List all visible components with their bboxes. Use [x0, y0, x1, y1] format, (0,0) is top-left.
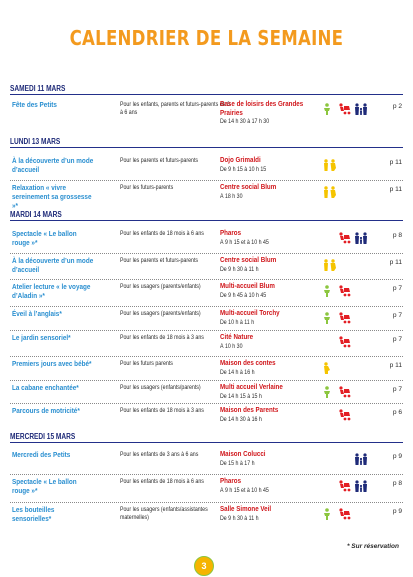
stroller-icon — [338, 408, 352, 426]
family-icon — [354, 231, 368, 249]
event-page-ref: p 7 — [392, 312, 402, 319]
event-time: De 14 h à 16 h — [220, 368, 255, 376]
event-page-ref: p 8 — [392, 232, 402, 239]
event-separator — [10, 253, 403, 254]
event-title: Fête des Petits — [12, 100, 57, 109]
event-audience: Pour les enfants, parents et futurs-parents de 0 à 6 ans — [120, 101, 230, 116]
child-icon — [322, 311, 332, 329]
event-time: De 9 h 45 à 10 h 45 — [220, 291, 267, 299]
event-separator — [10, 403, 403, 404]
child-icon — [322, 102, 332, 120]
stroller-icon — [338, 231, 352, 249]
event-audience: Pour les usagers (parents/enfants) — [120, 310, 201, 317]
event-audience: Pour les enfants de 18 mois à 6 ans — [120, 478, 204, 485]
event-venue: Centre social Blum — [220, 255, 277, 264]
day-divider — [10, 220, 403, 221]
event-venue: Multi-accueil Torchy — [220, 308, 280, 317]
audience-icons — [322, 479, 382, 493]
stroller-icon — [338, 479, 352, 497]
event-venue: Cité Nature — [220, 332, 254, 341]
event-title: Éveil à l’anglais* — [12, 309, 62, 318]
event-separator — [10, 502, 403, 503]
family-icon — [354, 452, 368, 470]
event-audience: Pour les enfants de 3 ans à 6 ans — [120, 451, 199, 458]
event-page-ref: p 6 — [392, 409, 402, 416]
event-time: De 14 h 30 à 17 h 30 — [220, 118, 270, 125]
event-time: À 10 h 30 — [220, 342, 243, 350]
child-icon — [322, 385, 332, 403]
stroller-icon — [338, 507, 352, 525]
event-separator — [10, 330, 403, 331]
page-number-badge: 3 — [194, 556, 214, 576]
event-audience: Pour les enfants de 18 mois à 3 ans — [120, 407, 204, 414]
event-venue: Base de loisirs des Grandes Prairies — [220, 99, 304, 117]
event-page-ref: p 7 — [392, 285, 402, 292]
event-audience: Pour les parents et futurs-parents — [120, 257, 199, 264]
event-title: Le jardin sensoriel* — [12, 333, 71, 342]
audience-icons — [322, 385, 382, 399]
event-venue: Dojo Grimaldi — [220, 155, 261, 164]
event-title: Parcours de motricité* — [12, 406, 80, 415]
event-audience: Pour les usagers (enfants/assistantes maternelles) — [120, 506, 208, 521]
stroller-icon — [338, 102, 352, 120]
stroller-icon — [338, 385, 352, 403]
family-icon — [354, 102, 368, 120]
event-title: Mercredi des Petits — [12, 450, 71, 459]
event-title: Premiers jours avec bébé* — [12, 359, 92, 368]
day-heading: MERCREDI 15 MARS — [10, 432, 76, 441]
event-page-ref: p 7 — [392, 386, 402, 393]
parents-icon — [322, 258, 338, 276]
event-page-ref: p 9 — [392, 453, 402, 460]
audience-icons — [322, 361, 382, 375]
event-separator — [10, 380, 403, 381]
page-title: CALENDRIER DE LA SEMAINE — [69, 26, 344, 50]
event-time: À 9 h 15 et à 10 h 45 — [220, 238, 269, 246]
child-icon — [322, 507, 332, 525]
audience-icons — [322, 158, 382, 172]
event-separator — [10, 306, 403, 307]
event-time: À 18 h 30 — [220, 192, 243, 200]
event-page-ref: p 11 — [389, 362, 402, 369]
event-venue: Multi accueil Verlaine — [220, 382, 283, 391]
day-divider — [10, 147, 403, 148]
parents-icon — [322, 158, 338, 176]
event-time: De 14 h 15 à 15 h — [220, 392, 262, 400]
audience-icons — [322, 231, 382, 245]
event-venue: Pharos — [220, 476, 242, 485]
event-title: À la découverte d’un mode d’accueil — [12, 156, 94, 174]
event-page-ref: p 2 — [392, 103, 402, 110]
event-time: De 15 h à 17 h — [220, 459, 255, 467]
audience-icons — [322, 408, 382, 422]
event-title: La cabane enchantée* — [12, 383, 79, 392]
event-title: Atelier lecture « le voyage d’Aladin »* — [12, 282, 91, 300]
event-title: Relaxation « vivre sereinement sa grossesse »* — [12, 183, 92, 210]
day-divider — [10, 442, 403, 443]
event-page-ref: p 9 — [392, 508, 402, 515]
event-page-ref: p 11 — [389, 186, 402, 193]
event-audience: Pour les enfants de 18 mois à 3 ans — [120, 334, 204, 341]
event-time: De 10 h à 11 h — [220, 318, 255, 326]
event-audience: Pour les enfants de 18 mois à 6 ans — [120, 230, 204, 237]
event-separator — [10, 279, 403, 280]
event-audience: Pour les usagers (parents/enfants) — [120, 283, 201, 290]
event-time: De 14 h 30 à 16 h — [220, 415, 262, 423]
event-separator — [10, 474, 403, 475]
audience-icons — [322, 102, 382, 116]
event-venue: Multi-accueil Blum — [220, 281, 275, 290]
event-title: Spectacle « Le ballon rouge »* — [12, 477, 77, 495]
stroller-icon — [338, 335, 352, 353]
day-heading: SAMEDI 11 MARS — [10, 84, 66, 93]
family-icon — [354, 479, 368, 497]
event-audience: Pour les futurs parents — [120, 360, 173, 367]
pregnant-icon — [322, 361, 332, 379]
stroller-icon — [338, 284, 352, 302]
event-audience: Pour les parents et futurs-parents — [120, 157, 199, 164]
event-title: Les bouteilles sensorielles* — [12, 505, 55, 523]
event-venue: Pharos — [220, 228, 242, 237]
audience-icons — [322, 311, 382, 325]
event-venue: Maison des contes — [220, 358, 276, 367]
event-page-ref: p 8 — [392, 480, 402, 487]
day-heading: MARDI 14 MARS — [10, 210, 62, 219]
event-page-ref: p 7 — [392, 336, 402, 343]
day-heading: LUNDI 13 MARS — [10, 137, 61, 146]
audience-icons — [322, 258, 382, 272]
event-separator — [10, 180, 403, 181]
event-title: Spectacle « Le ballon rouge »* — [12, 229, 77, 247]
event-audience: Pour les usagers (enfants/parents) — [120, 384, 201, 391]
event-venue: Maison Colucci — [220, 449, 266, 458]
event-venue: Salle Simone Veil — [220, 504, 272, 513]
event-audience: Pour les futurs-parents — [120, 184, 174, 191]
event-time: De 9 h 30 à 11 h — [220, 265, 259, 273]
event-venue: Centre social Blum — [220, 182, 277, 191]
parents-icon — [322, 185, 338, 203]
audience-icons — [322, 284, 382, 298]
event-time: À 9 h 15 et à 10 h 45 — [220, 486, 269, 494]
reservation-footnote: * Sur réservation — [346, 543, 399, 550]
day-divider — [10, 94, 403, 95]
event-page-ref: p 11 — [389, 259, 402, 266]
audience-icons — [322, 452, 382, 466]
stroller-icon — [338, 311, 352, 329]
event-page-ref: p 11 — [389, 159, 402, 166]
event-venue: Maison des Parents — [220, 405, 279, 414]
audience-icons — [322, 507, 382, 521]
event-title: À la découverte d’un mode d’accueil — [12, 256, 94, 274]
audience-icons — [322, 335, 382, 349]
event-separator — [10, 356, 403, 357]
event-time: De 9 h 30 à 11 h — [220, 514, 259, 522]
event-time: De 9 h 15 à 10 h 15 — [220, 165, 267, 173]
child-icon — [322, 284, 332, 302]
audience-icons — [322, 185, 382, 199]
